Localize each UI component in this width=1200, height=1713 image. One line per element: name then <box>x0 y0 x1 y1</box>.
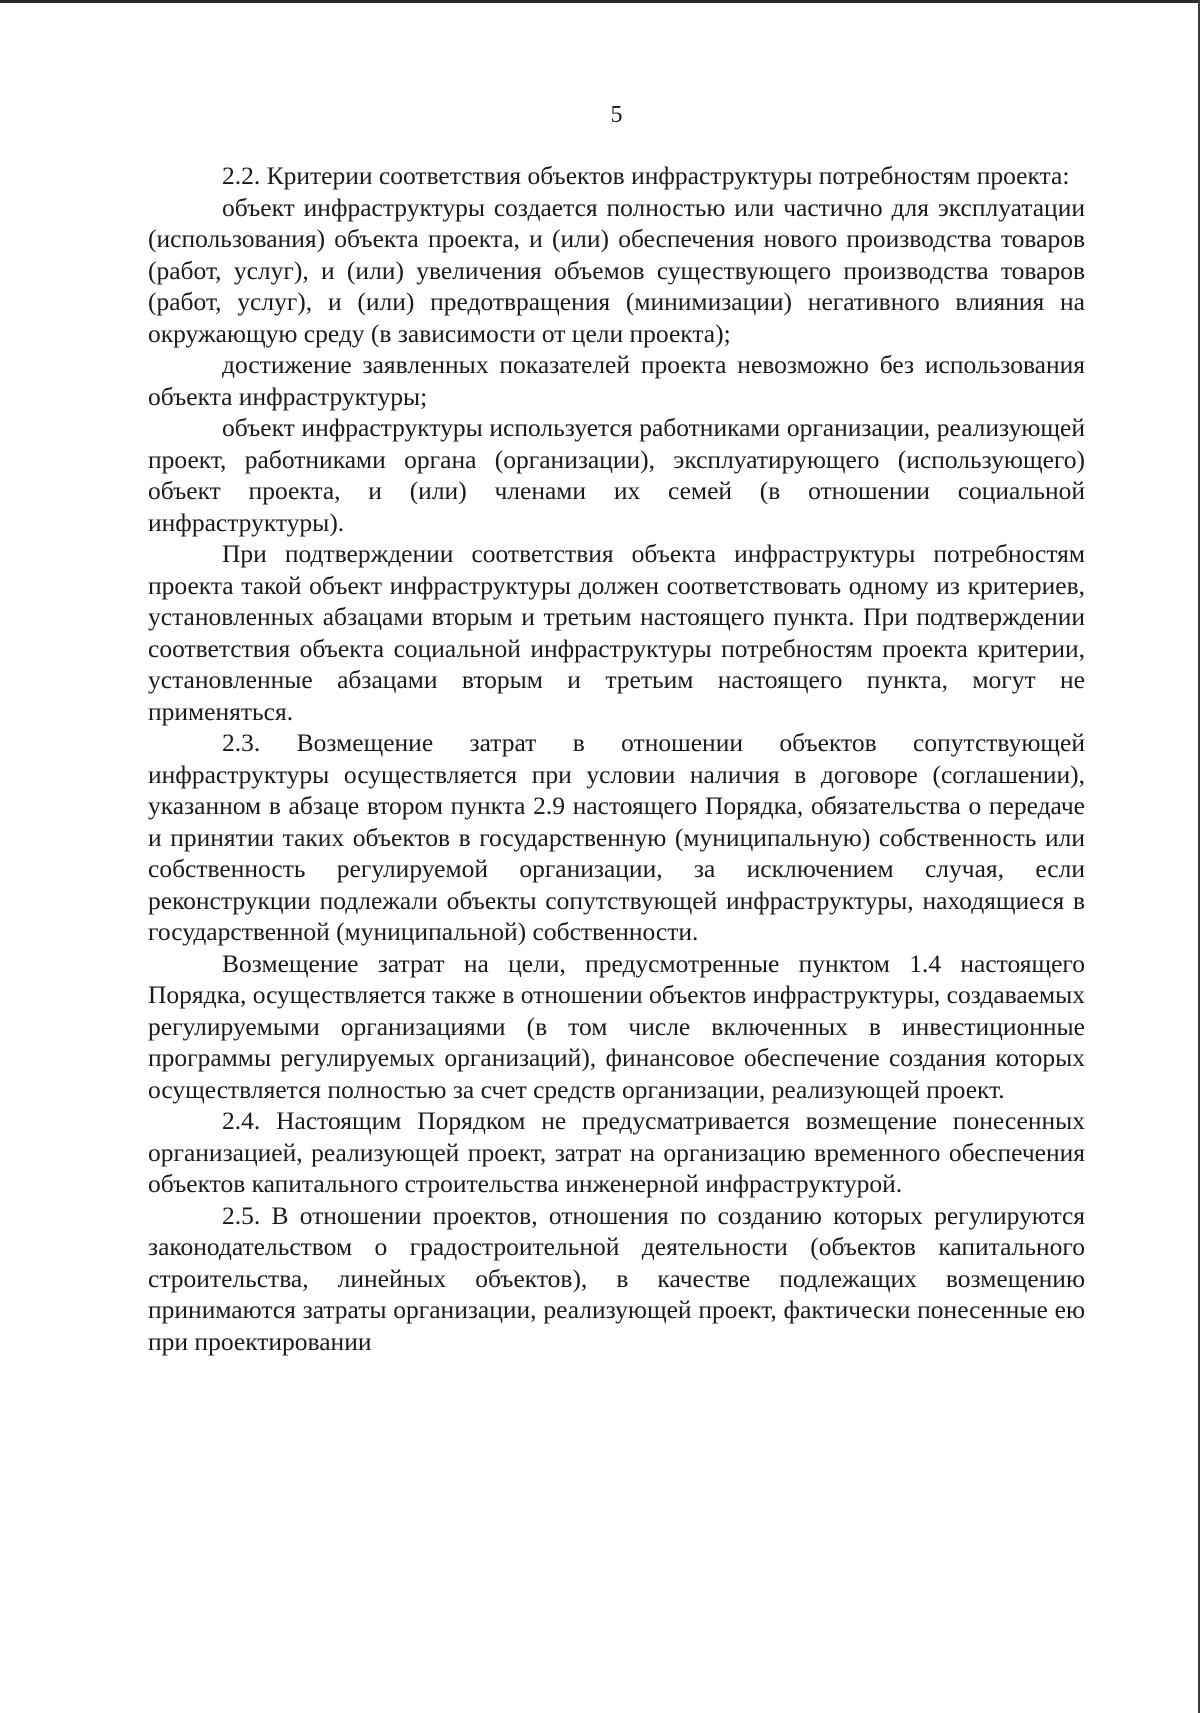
paragraph-criterion-3: объект инфраструктуры используется работниками организации, реализующей проект, работниками органа (организации), эксплуатирующего (использующего) объект проекта, и (или) членами их семей (в отношении социальной инфраструктуры). <box>148 413 1085 537</box>
paragraph-2-4: 2.4. Настоящим Порядком не предусматривается возмещение понесенных организацией, реализующей проект, затрат на организацию временного обеспечения объектов капитального строительства инженерной инфраструктурой. <box>148 1106 1085 1198</box>
document-body <box>148 160 1085 1357</box>
paragraph-reimbursement: Возмещение затрат на цели, предусмотренные пунктом 1.4 настоящего Порядка, осуществляется также в отношении объектов инфраструктуры, создаваемых регулируемыми организациями (в том числе включенных в инвестиционные программы регулируемых организаций), финансовое обеспечение создания которых осуществляется полностью за счет средств организации, реализующей проект. <box>148 948 1086 1104</box>
scan-top-edge <box>0 0 1200 3</box>
page-number: 5 <box>610 102 623 128</box>
paragraph-2-3: 2.3. Возмещение затрат в отношении объектов сопутствующей инфраструктуры осуществляется при условии наличия в договоре (соглашении), указанном в абзаце втором пункта 2.9 настоящего Порядка, обязательства о передаче и принятии таких объектов в государственную (муниципальную) собственность или собственность регулируемой организации, за исключением случая, если реконструкции подлежали объекты сопутствующей инфраструктуры, находящиеся в государственной (муниципальной) собственности. <box>148 728 1085 946</box>
paragraph-confirmation: При подтверждении соответствия объекта инфраструктуры потребностям проекта такой объект инфраструктуры должен соответствовать одному из критериев, установленных абзацами вторым и третьим настоящего пункта. При подтверждении соответствия объекта социальной инфраструктуры потребностям проекта критерии, установленные абзацами вторым и третьим настоящего пункта, могут не применяться. <box>148 539 1085 726</box>
paragraph-2-2: 2.2. Критерии соответствия объектов инфраструктуры потребностям проекта: <box>222 161 1070 190</box>
paragraph-criterion-2: достижение заявленных показателей проекта невозможно без использования объекта инфраструктуры; <box>148 350 1085 411</box>
paragraph-2-5: 2.5. В отношении проектов, отношения по созданию которых регулируются законодательством о градостроительной деятельности (объектов капитального строительства, линейных объектов), в качестве подлежащих возмещению принимаются затраты организации, реализующей проект, фактически понесенные ею при проектировании <box>148 1200 1085 1356</box>
paragraph-criterion-1: объект инфраструктуры создается полностью или частично для эксплуатации (использования) объекта проекта, и (или) обеспечения нового производства товаров (работ, услуг), и (или) увеличения объемов существующего производства товаров (работ, услуг), и (или) предотвращения (минимизации) негативного влияния на окружающую среду (в зависимости от цели проекта); <box>148 192 1085 348</box>
